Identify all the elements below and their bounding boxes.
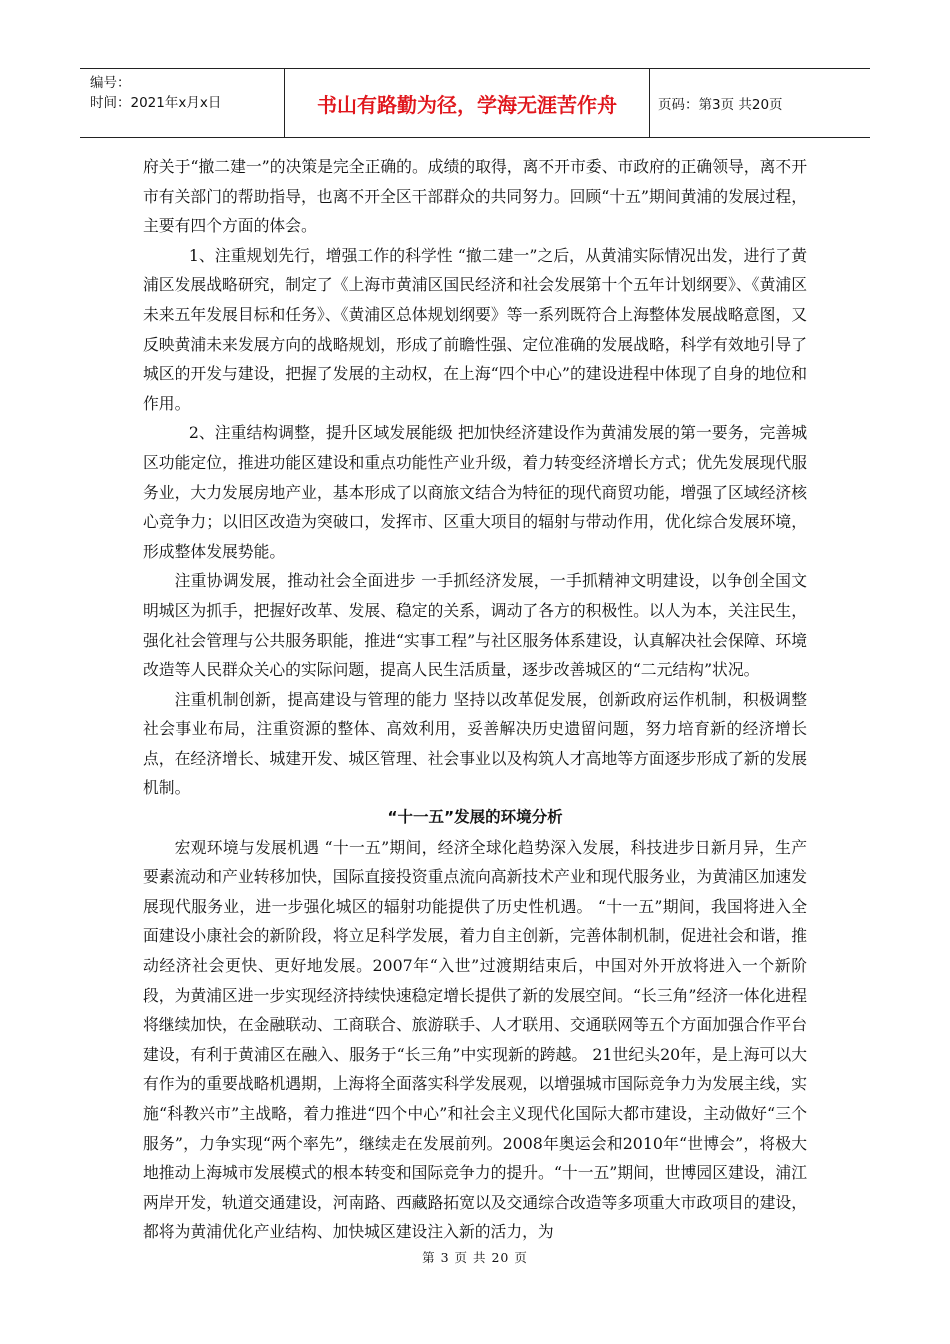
paragraph-6: 宏观环境与发展机遇 “十一五”期间，经济全球化趋势深入发展，科技进步日新月异，生产要素流动和产业转移加快，国际直接投资重点流向高新技术产业和现代服务业，为黄浦区加速发展现代服务业，进一步强化城区的辐射功能提供了历史性机遇。 “十一五”期间，我国将进入全面建设小康社会的新阶段，将立足科学发展，着力自主创新，完善体制机制，促进社会和谐，推动经济社会更快、更好地发展。2007年“入世”过渡期结束后，中国对外开放将进入一个新阶段，为黄浦区进一步实现经济持续快速稳定增长提供了新的发展空间。“长三角”经济一体化进程将继续加快，在金融联动、工商联合、旅游联手、人才联用、交通联网等五个方面加强合作平台建设，有利于黄浦区在融入、服务于“长三角”中实现新的跨越。 21世纪头20年，是上海可以大有作为的重要战略机遇期，上海将全面落实科学发展观，以增强城市国际竞争力为发展主线，实施“科教兴市”主战略，着力推进“四个中心”和社会主义现代化国际大都市建设，主动做好“三个服务”，力争实现“两个率先”，继续走在发展前列。2008年奥运会和2010年“世博会”，将极大地推动上海城市发展模式的根本转变和国际竞争力的提升。“十一五”期间，世博园区建设，浦江两岸开发，轨道交通建设，河南路、西藏路拓宽以及交通综合改造等多项重大市政项目的建设，都将为黄浦优化产业结构、加快城区建设注入新的活力，为 (143, 837, 807, 1242)
paragraph-3: 2、注重结构调整，提升区域发展能级 把加快经济建设作为黄浦发展的第一要务，完善城区功能定位，推进功能区建设和重点功能性产业升级，着力转变经济增长方式；优先发展现代服务业，大力发展房地产业，基本形成了以商旅文结合为特征的现代商贸功能，增强了区域经济核心竞争力；以旧区改造为突破口，发挥市、区重大项目的辐射与带动作用，优化综合发展环境，形成整体发展势能。 (143, 423, 807, 561)
paragraph-1: 府关于“撤二建一”的决策是完全正确的。成绩的取得，离不开市委、市政府的正确领导，离不开市有关部门的帮助指导，也离不开全区干部群众的共同努力。回顾“十五”期间黄浦的发展过程，主要有四个方面的体会。 (143, 157, 807, 236)
document-number-label: 编号： (90, 75, 131, 91)
document-time: 时间：2021年x月x日 (90, 95, 222, 111)
header-page-info: 页码：第3页 共20页 (658, 97, 783, 113)
paragraph-5: 注重机制创新，提高建设与管理的能力 坚持以改革促发展，创新政府运作机制，积极调整社会事业布局，注重资源的整体、高效利用，妥善解决历史遗留问题，努力培育新的经济增长点，在经济增长、城建开发、城区管理、社会事业以及构筑人才高地等方面逐步形成了新的发展机制。 (143, 689, 807, 798)
paragraph-4: 注重协调发展，推动社会全面进步 一手抓经济发展，一手抓精神文明建设，以争创全国文明城区为抓手，把握好改革、发展、稳定的关系，调动了各方的积极性。以人为本，关注民生，强化社会管理与公共服务职能，推进“实事工程”与社区服务体系建设，认真解决社会保障、环境改造等人民群众关心的实际问题，提高人民生活质量，逐步改善城区的“二元结构”状况。 (143, 571, 807, 680)
paragraph-2: 1、注重规划先行，增强工作的科学性 “撤二建一”之后，从黄浦实际情况出发，进行了黄浦区发展战略研究，制定了《上海市黄浦区国民经济和社会发展第十个五年计划纲要》、《黄浦区未来五年发展目标和任务》、《黄浦区总体规划纲要》等一系列既符合上海整体发展战略意图，又反映黄浦未来发展方向的战略规划，形成了前瞻性强、定位准确的发展战略，科学有效地引导了城区的开发与建设，把握了发展的主动权，在上海“四个中心”的建设进程中体现了自身的地位和作用。 (143, 245, 807, 413)
header-motto: 书山有路勤为径，学海无涯苦作舟 (285, 69, 650, 137)
page-footer: 第 3 页 共 20 页 (422, 1250, 528, 1265)
section-heading: “十一五”发展的环境分析 (387, 808, 563, 827)
page-header (80, 68, 870, 138)
document-body (143, 152, 807, 1247)
header-meta (80, 69, 285, 137)
